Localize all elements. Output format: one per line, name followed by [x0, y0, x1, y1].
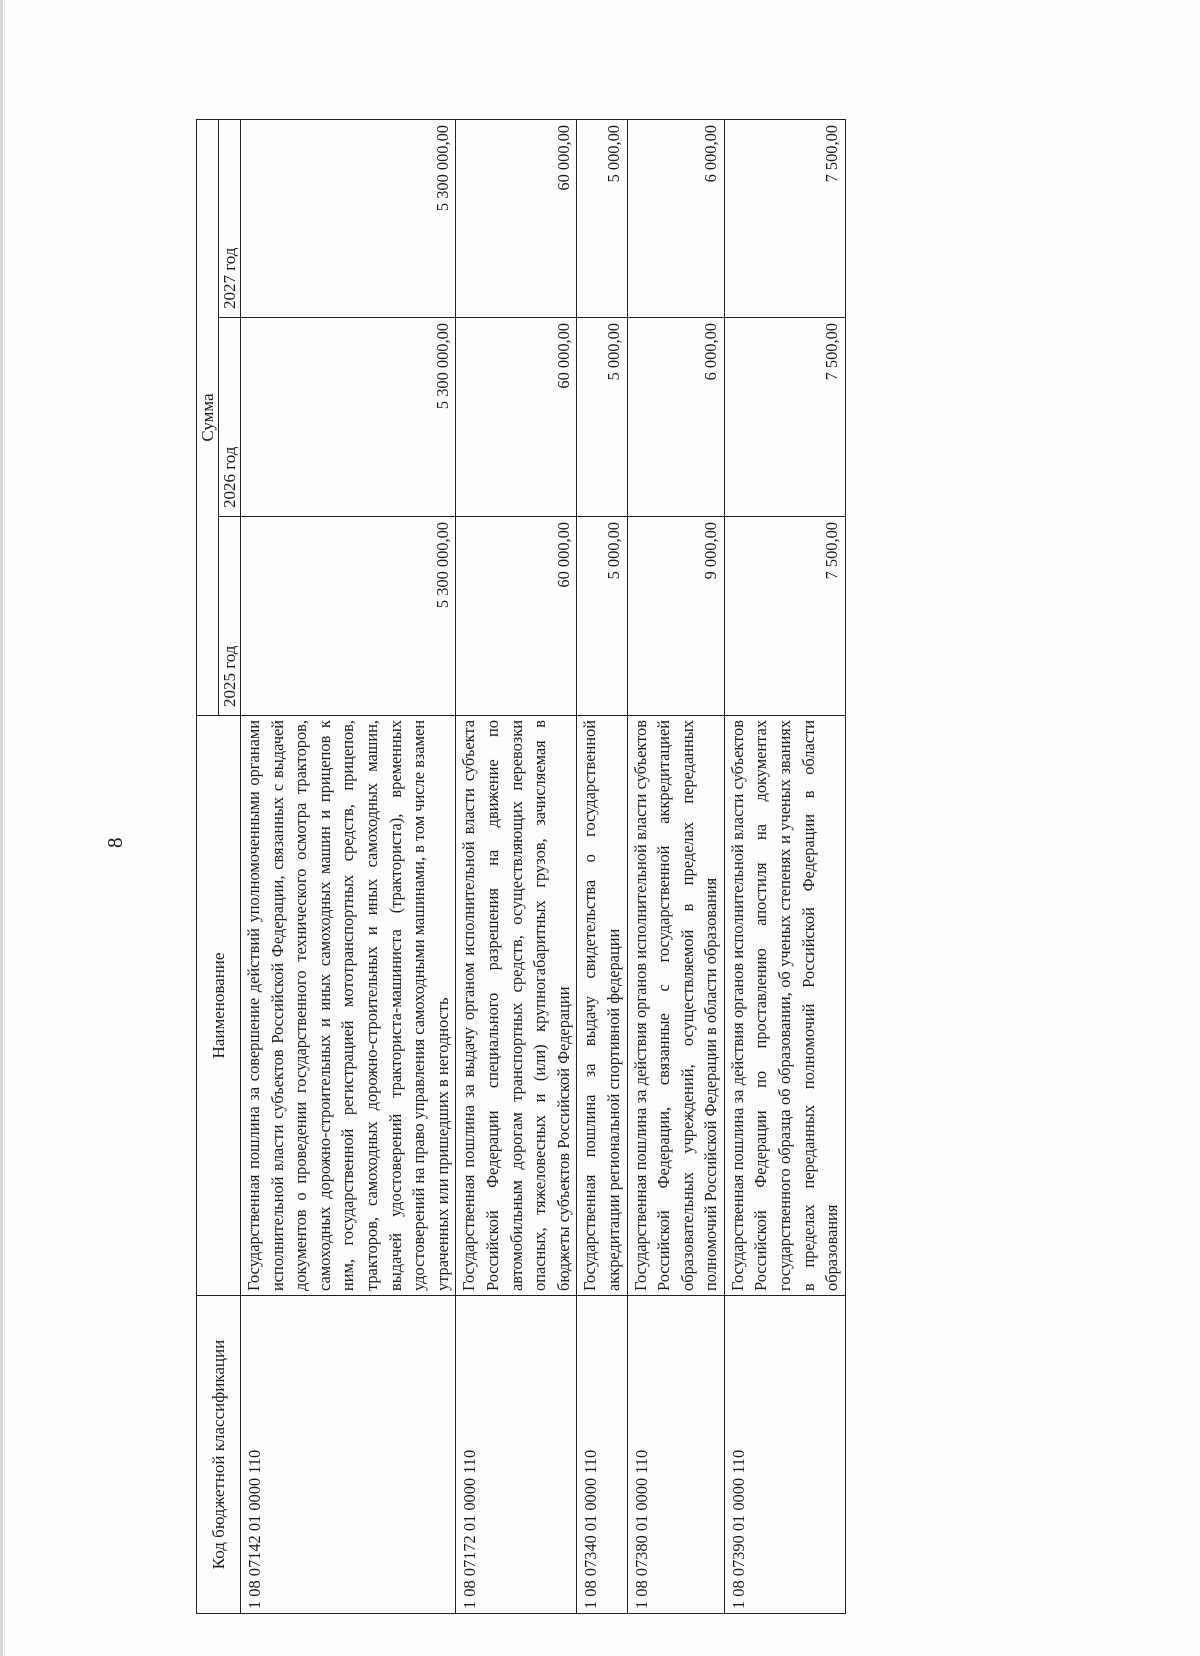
table-row	[241, 120, 456, 1614]
row-amount-2026: 6 000,00	[627, 318, 724, 517]
rotated-table-wrapper	[196, 119, 846, 1614]
row-name: Государственная пошлина за совершение действий уполномоченными органами исполнительной власти субъектов Российской Федерации, связанных с выдачей документов о проведении государственного технического осмотра тракторов, самоходных дорожно-строительных и иных самоходных машин и прицепов к ним, государственной регистрацией мототранспортных средств, прицепов, тракторов, самоходных дорожно-строительных и иных самоходных машин, выдачей удостоверений тракториста-машиниста (тракториста), временных удостоверений на право управления самоходными машинами, в том числе взамен утраченных или пришедших в негодность	[241, 716, 456, 1296]
page-number: 8	[103, 837, 127, 848]
header-row-1	[197, 120, 219, 1614]
table-row	[456, 120, 577, 1614]
row-amount-2026: 7 500,00	[724, 318, 845, 517]
header-year-2026: 2026 год	[219, 318, 241, 517]
row-amount-2025: 7 500,00	[724, 517, 845, 716]
row-code: 1 08 07390 01 0000 110	[724, 1296, 845, 1614]
scan-left-edge	[0, 0, 3, 1656]
row-amount-2027: 60 000,00	[456, 120, 577, 318]
row-amount-2027: 6 000,00	[627, 120, 724, 318]
header-year-2027: 2027 год	[219, 120, 241, 318]
table-row	[724, 120, 845, 1614]
scan-left-edge-line	[4, 0, 5, 1656]
header-sum: Сумма	[197, 120, 219, 716]
row-code: 1 08 07380 01 0000 110	[627, 1296, 724, 1614]
row-name: Государственная пошлина за выдачу свидетельства о государственной аккредитации региональной спортивной федерации	[577, 716, 627, 1296]
row-amount-2027: 5 000,00	[577, 120, 627, 318]
row-name: Государственная пошлина за выдачу органом исполнительной власти субъекта Российской Федерации специального разрешения на движение по автомобильным дорогам транспортных средств, осуществляющих перевозки опасных, тяжеловесных и (или) крупногабаритных грузов, зачисляемая в бюджеты субъектов Российской Федерации	[456, 716, 577, 1296]
row-amount-2026: 5 300 000,00	[241, 318, 456, 517]
row-amount-2027: 7 500,00	[724, 120, 845, 318]
header-code: Код бюджетной классификации	[197, 1296, 241, 1614]
table-row	[577, 120, 627, 1614]
table-row	[627, 120, 724, 1614]
row-amount-2026: 60 000,00	[456, 318, 577, 517]
row-name: Государственная пошлина за действия органов исполнительной власти субъектов Российской Федерации по проставлению апостиля на документах государственного образца об образовании, об ученых степенях и ученых званиях в пределах переданных полномочий Российской Федерации в области образования	[724, 716, 845, 1296]
row-amount-2027: 5 300 000,00	[241, 120, 456, 318]
header-name: Наименование	[197, 716, 241, 1296]
row-code: 1 08 07340 01 0000 110	[577, 1296, 627, 1614]
budget-classification-table	[196, 119, 846, 1614]
row-name: Государственная пошлина за действия органов исполнительной власти субъектов Российской Федерации, связанные с государственной аккредитацией образовательных учреждений, осуществляемой в пределах переданных полномочий Российской Федерации в области образования	[627, 716, 724, 1296]
row-amount-2025: 60 000,00	[456, 517, 577, 716]
row-amount-2026: 5 000,00	[577, 318, 627, 517]
header-year-2025: 2025 год	[219, 517, 241, 716]
row-amount-2025: 9 000,00	[627, 517, 724, 716]
row-code: 1 08 07172 01 0000 110	[456, 1296, 577, 1614]
row-amount-2025: 5 300 000,00	[241, 517, 456, 716]
row-amount-2025: 5 000,00	[577, 517, 627, 716]
row-code: 1 08 07142 01 0000 110	[241, 1296, 456, 1614]
